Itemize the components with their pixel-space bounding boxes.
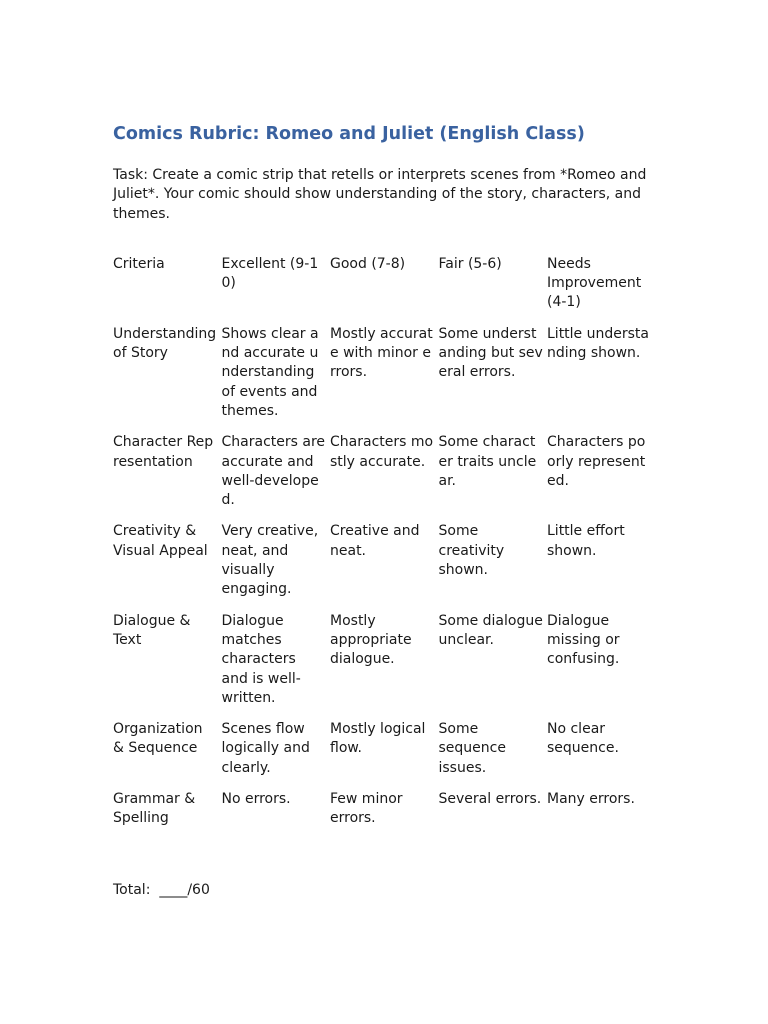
table-cell: Many errors. bbox=[547, 791, 635, 808]
task-description: Task: Create a comic strip that retells or interprets scenes from *Romeo and Juliet*. Your comic should show understanding of the story, characters, and themes. bbox=[113, 167, 647, 222]
criteria-cell: Grammar & Spelling bbox=[113, 791, 196, 827]
table-cell: Scenes flow logically and clearly. bbox=[221, 721, 310, 776]
table-cell: Little understanding shown. bbox=[547, 325, 649, 362]
table-cell: Few minor errors. bbox=[330, 791, 403, 827]
table-cell: Little effort shown. bbox=[547, 523, 625, 559]
total-score-line: Total: ____/60 bbox=[113, 881, 210, 898]
table-cell: Mostly logical flow. bbox=[330, 721, 426, 757]
table-cell: Very creative, neat, and visually engaging. bbox=[221, 523, 319, 598]
table-cell: Dialogue missing or confusing. bbox=[547, 612, 620, 668]
table-cell: Mostly appropriate dialogue. bbox=[330, 612, 412, 668]
criteria-cell: Character Representation bbox=[113, 434, 214, 470]
header-cell: Criteria bbox=[113, 255, 165, 272]
table-cell: Some sequence issues. bbox=[438, 721, 506, 776]
table-cell: Characters mostly accurate. bbox=[330, 434, 434, 470]
header-cell: Good (7-8) bbox=[330, 255, 406, 272]
table-cell: Some dialogue unclear. bbox=[438, 612, 543, 648]
table-cell: Mostly accurate with minor errors. bbox=[330, 325, 433, 381]
criteria-cell: Dialogue & Text bbox=[113, 612, 191, 648]
table-row bbox=[113, 522, 655, 611]
table-cell: No clear sequence. bbox=[547, 721, 619, 757]
header-cell: Excellent (9-10) bbox=[221, 255, 319, 292]
criteria-cell: Creativity & Visual Appeal bbox=[113, 523, 208, 559]
header-cell: Needs Improvement (4-1) bbox=[547, 255, 642, 311]
table-row bbox=[113, 720, 655, 790]
header-cell: Fair (5-6) bbox=[438, 255, 502, 272]
table-cell: Dialogue matches characters and is well-written. bbox=[221, 612, 301, 706]
table-cell: Shows clear and accurate understanding of events and themes. bbox=[221, 325, 319, 419]
rubric-table bbox=[113, 255, 655, 841]
document-page bbox=[113, 122, 658, 900]
table-cell: Some character traits unclear. bbox=[438, 434, 537, 489]
criteria-cell: Understanding of Story bbox=[113, 325, 217, 362]
table-header-row bbox=[113, 255, 655, 325]
table-cell: Creative and neat. bbox=[330, 523, 420, 559]
table-cell: Several errors. bbox=[438, 791, 542, 808]
table-cell: Some creativity shown. bbox=[438, 523, 505, 579]
table-row bbox=[113, 433, 655, 522]
table-cell: Characters poorly represented. bbox=[547, 434, 646, 489]
table-cell: No errors. bbox=[221, 791, 291, 808]
table-cell: Characters are accurate and well-developed. bbox=[221, 434, 326, 509]
criteria-cell: Organization & Sequence bbox=[113, 721, 203, 757]
document-title: Comics Rubric: Romeo and Juliet (English Class) bbox=[113, 124, 585, 144]
table-row bbox=[113, 790, 655, 841]
table-cell: Some understanding but several errors. bbox=[438, 325, 543, 381]
table-row bbox=[113, 325, 655, 433]
table-row bbox=[113, 612, 655, 720]
